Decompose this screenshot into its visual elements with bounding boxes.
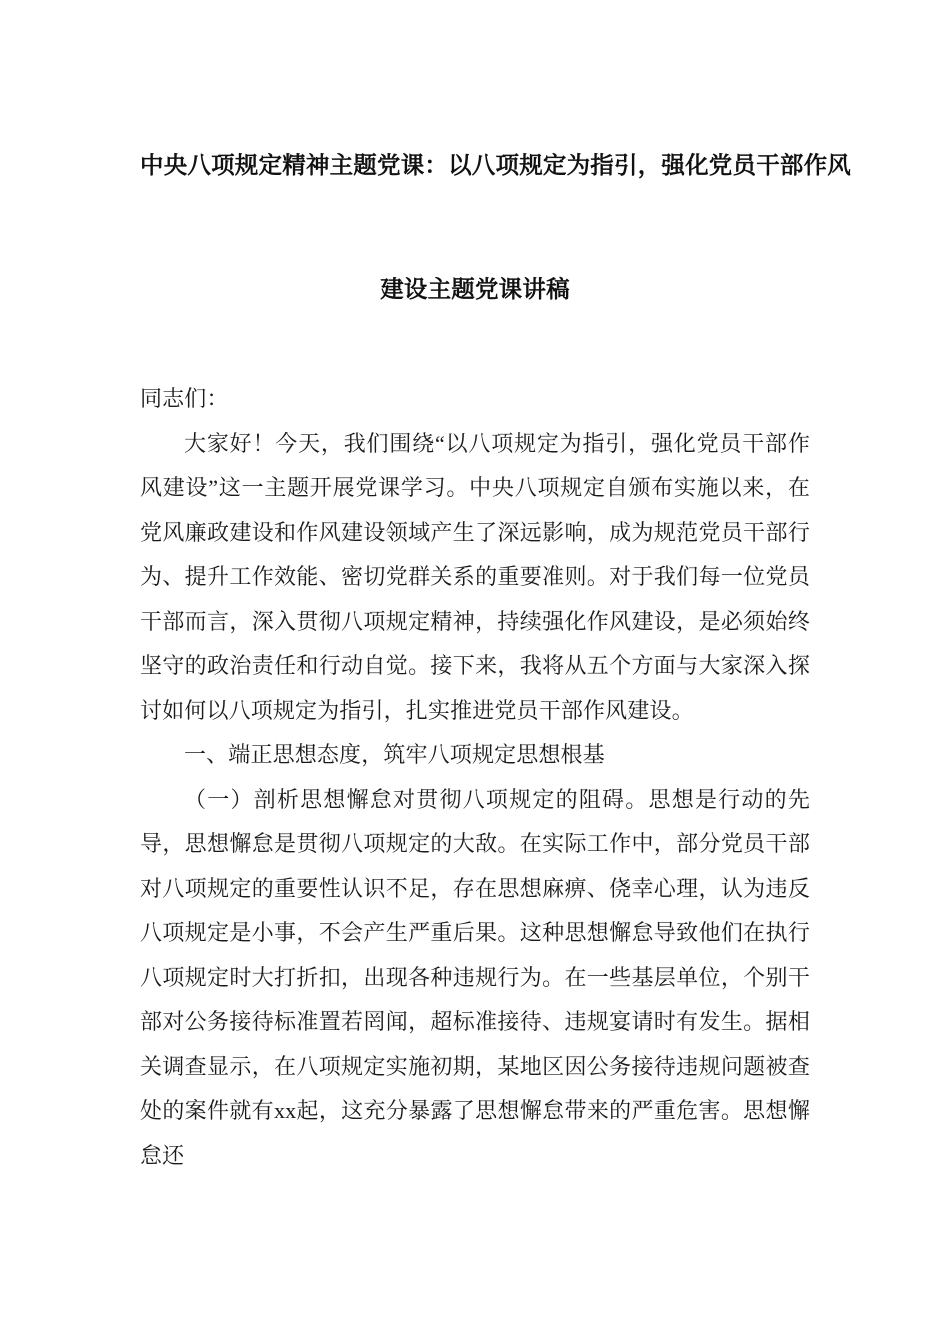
section-heading-one: 一、端正思想态度，筑牢八项规定思想根基 [184, 742, 605, 767]
document-title-line-1: 中央八项规定精神主题党课：以八项规定为指引，强化党员干部作风 [140, 153, 851, 179]
document-title [140, 153, 851, 303]
subsection-one-a: （一）剖析思想懈怠对贯彻八项规定的阻碍。思想是行动的先导，思想懈怠是贯彻八项规定的大敌。在实际工作中，部分党员干部对八项规定的重要性认识不足，存在思想麻痹、侥幸心理，认为违反八项规定是小事，不会产生严重后果。这种思想懈怠导致他们在执行八项规定时大打折扣，出现各种违规行为。在一些基层单位，个别干部对公务接待标准置若罔闻，超标准接待、违规宴请时有发生。据相关调查显示，在八项规定实施初期，某地区因公务接待违规问题被查处的案件就有xx起，这充分暴露了思想懈怠带来的严重危害。思想懈怠还 [140, 786, 810, 1168]
paragraph-opening: 大家好！今天，我们围绕“以八项规定为指引，强化党员干部作风建设”这一主题开展党课学习。中央八项规定自颁布实施以来，在党风廉政建设和作风建设领域产生了深远影响，成为规范党员干部行为、提升工作效能、密切党群关系的重要准则。对于我们每一位党员干部而言，深入贯彻八项规定精神，持续强化作风建设，是必须始终坚守的政治责任和行动自觉。接下来，我将从五个方面与大家深入探讨如何以八项规定为指引，扎实推进党员干部作风建设。 [140, 430, 810, 723]
salutation-line: 同志们： [140, 386, 229, 411]
document-content-column [140, 0, 851, 1178]
document-title-line-2: 建设主题党课讲稿 [380, 276, 570, 303]
document-body [140, 377, 810, 1178]
